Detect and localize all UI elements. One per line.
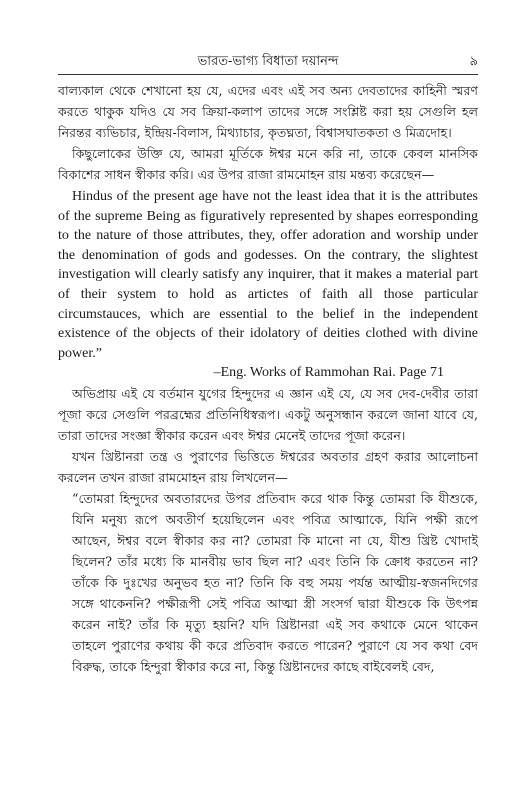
header-rule <box>58 74 478 75</box>
running-title: ভারত-ভাগ্য বিধাতা দয়ানন্দ <box>197 54 339 69</box>
quote-citation: –Eng. Works of Rammohan Rai. Page 71 <box>213 365 444 381</box>
paragraph-1: বাল্যকাল থেকে শেখানো হয় যে, এদের এবং এই সব অন্য দেবতাদের কাহিনী স্মরণ করতে থাকুক যদিও যে সব ক্রিয়া-কলাপ তাদের সঙ্গে সংশ্লিষ্ট করা হয় সেগুলি হল নিরন্তর ব্যভিচার, ইন্দ্রিয়-বিলাস, মিথ্যাচার, কৃতঘ্নতা, বিশ্বাসঘাতকতা ও মিত্রদোহ। <box>58 83 478 140</box>
paragraph-4: যখন খ্রিষ্টানরা তন্ত্র ও পুরাণের ভিত্তিতে ঈশ্বরের অবতার গ্রহণ করার আলোচনা করলেন তখন রাজা রামমোহন রায় লিখলেন— <box>58 449 478 486</box>
english-quote: Hindus of the present age have not the least idea that it is the attributes of the supreme Being as figuratively represented by shapes eorresponding to the nature of those attributes, they, offer adoration and worship under the denomination of gods and godesses. On the contrary, the slightest investigation will clearly satisfy any inquirer, that it makes a material part of their system to hold as artictes of faith all those particular circumstauces, which are essential to the belief in the independent existence of the objects of their idolatory of deities clothed with divine power.” <box>58 189 478 361</box>
paragraph-2: কিছুলোকের উক্তি যে, আমরা মূর্তিকে ঈশ্বর মনে করি না, তাকে কেবল মানসিক বিকাশের সাধন স্বীকার করি। এর উপর রাজা রামমোহন রায় মন্তব্য করেছেন— <box>58 146 478 182</box>
page-body <box>58 80 478 677</box>
running-head <box>58 52 478 72</box>
paragraph-5-quote: “তোমরা হিন্দুদের অবতারদের উপর প্রতিবাদ করে থাক কিন্তু তোমরা কি যীশুকে, যিনি মনুষ্য রূপে অবতীর্ণ হয়েছিলেন এবং পবিত্র আত্মাকে, যিনি পক্ষী রূপে আছেন, ঈশ্বর বলে স্বীকার কর না? তোমরা কি মানো না যে, যীশু খ্রিষ্ট খোদাই ছিলেন? তাঁর মধ্যে কি মানবীয় ভাব ছিল না? এবং তিনি কি ক্রোধ করতেন না? তাঁকে কি দুঃখের অনুভব হত না? তিনি কি বহু সময় পর্যন্ত আত্মীয়-স্বজনদিগের সঙ্গে থাকেননি? পক্ষীরূপী সেই পবিত্র আত্মা স্ত্রী সংসর্গ দ্বারা যীশুকে কি উৎপন্ন করেন নাই? তাঁর কি মৃত্যু হয়নি? যদি খ্রিষ্টানরা এই সব কথাকে মেনে থাকেন তাহলে পুরাণের কথায় কী করে প্রতিবাদ করতে পারেন? পুরাণে যে সব কথা বেদ বিরুদ্ধ, তাকে হিন্দুরা স্বীকার করে না, কিন্তু খ্রিষ্টানদের কাছে বাইবেলই বেদ, <box>72 491 478 675</box>
page-number: ৯ <box>469 54 478 69</box>
paragraph-3: অভিপ্রায় এই যে বর্তমান যুগের হিন্দুদের এ জ্ঞান এই যে, যে সব দেব-দেবীর তারা পূজা করে সেগুলি পরব্রহ্মের প্রতিনিধিস্বরূপ। একটু অনুসন্ধান করলে জানা যাবে যে, তারা তাদের সংজ্ঞা স্বীকার করেন এবং ঈশ্বর মেনেই তাদের পূজা করেন। <box>58 386 478 444</box>
